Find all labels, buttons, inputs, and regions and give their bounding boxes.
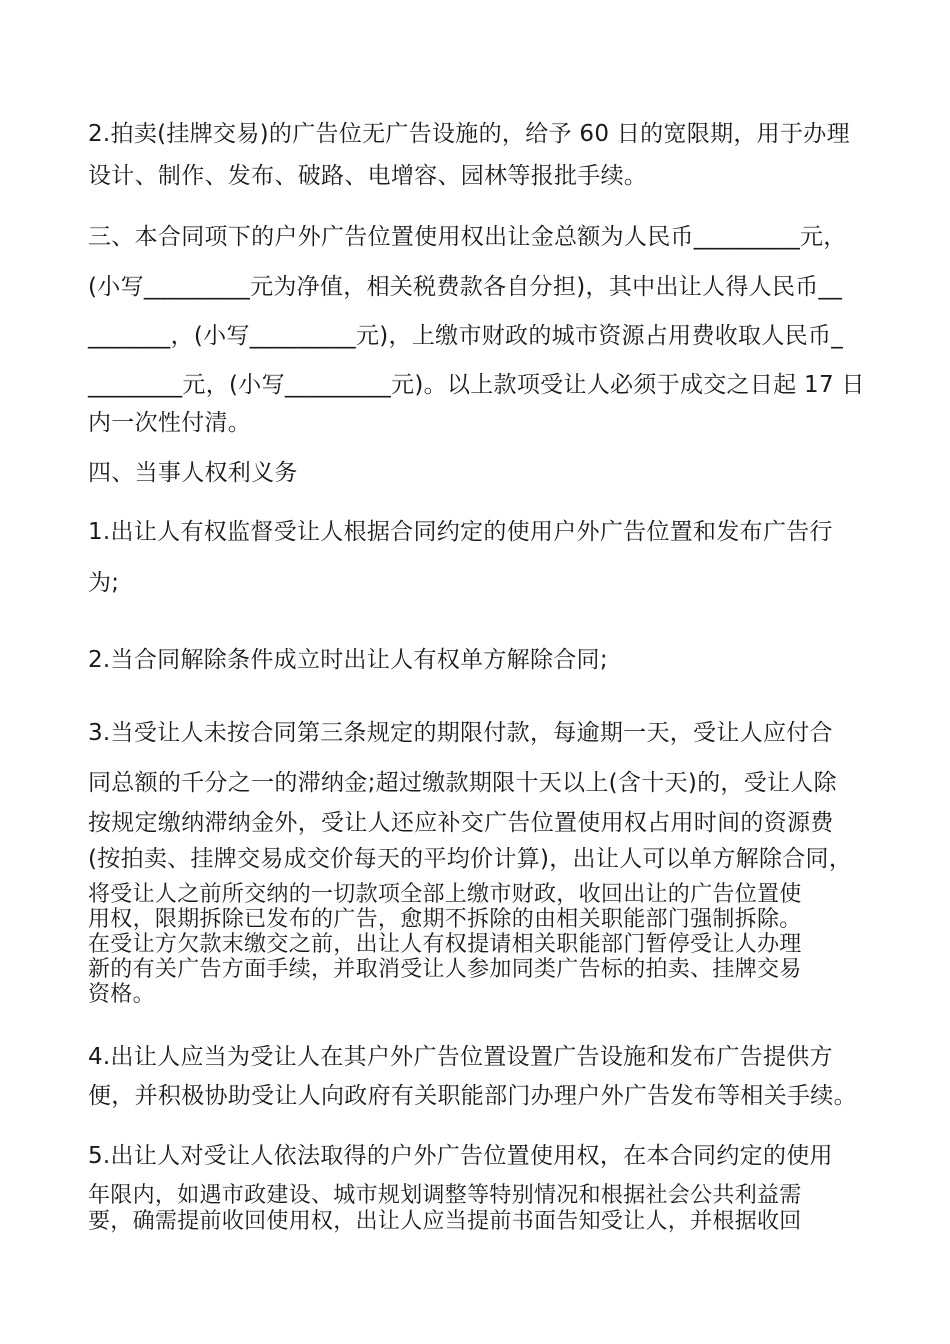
text-line: 5.出让人对受让人依法取得的户外广告位置使用权，在本合同约定的使用 (88, 1143, 833, 1169)
text-line: (按拍卖、挂牌交易成交价每天的平均价计算)，出让人可以单方解除合同， (88, 846, 853, 872)
text-line: 新的有关广告方面手续，并取消受让人参加同类广告标的拍卖、挂牌交易 (88, 957, 802, 982)
text-line: 2.拍卖(挂牌交易)的广告位无广告设施的，给予 60 日的宽限期，用于办理 (88, 121, 850, 147)
text-line: _______，(小写_________元)，上缴市财政的城市资源占用费收取人民币_ (88, 323, 844, 349)
text-line: 4.出让人应当为受让人在其户外广告位置设置广告设施和发布广告提供方 (88, 1044, 833, 1070)
text-line: 年限内，如遇市政建设、城市规划调整等特别情况和根据社会公共利益需 (88, 1183, 802, 1208)
text-line: 用权，限期拆除已发布的广告，愈期不拆除的由相关职能部门强制拆除。 (88, 907, 802, 932)
text-line: 资格。 (88, 982, 155, 1007)
text-line: (小写_________元为净值，相关税费款各自分担)，其中出让人得人民币__ (88, 274, 843, 300)
section-heading: 四、当事人权利义务 (88, 460, 298, 486)
text-line: 3.当受让人未按合同第三条规定的期限付款，每逾期一天，受让人应付合 (88, 720, 833, 746)
text-line: 内一次性付清。 (88, 410, 252, 436)
text-line: 1.出让人有权监督受让人根据合同约定的使用户外广告位置和发布广告行 (88, 519, 833, 545)
text-line: 为; (88, 570, 120, 596)
text-line: 2.当合同解除条件成立时出让人有权单方解除合同; (88, 647, 608, 673)
text-line: 同总额的千分之一的滞纳金;超过缴款期限十天以上(含十天)的，受让人除 (88, 770, 837, 796)
text-line: 按规定缴纳滞纳金外，受让人还应补交广告位置使用权占用时间的资源费 (88, 810, 834, 836)
text-line: 设计、制作、发布、破路、电增容、园林等报批手续。 (88, 163, 648, 189)
text-line: 将受让人之前所交纳的一切款项全部上缴市财政，收回出让的广告位置使 (88, 882, 802, 907)
text-line: 便，并积极协助受让人向政府有关职能部门办理户外广告发布等相关手续。 (88, 1083, 857, 1109)
text-line: 在受让方欠款末缴交之前，出让人有权提请相关职能部门暂停受让人办理 (88, 932, 802, 957)
text-line: ________元，(小写_________元)。以上款项受让人必须于成交之日起 17 日 (88, 372, 865, 398)
text-line: 要，确需提前收回使用权，出让人应当提前书面告知受让人，并根据收回 (88, 1209, 802, 1234)
text-line: 三、本合同项下的户外广告位置使用权出让金总额为人民币_________元， (88, 224, 847, 250)
